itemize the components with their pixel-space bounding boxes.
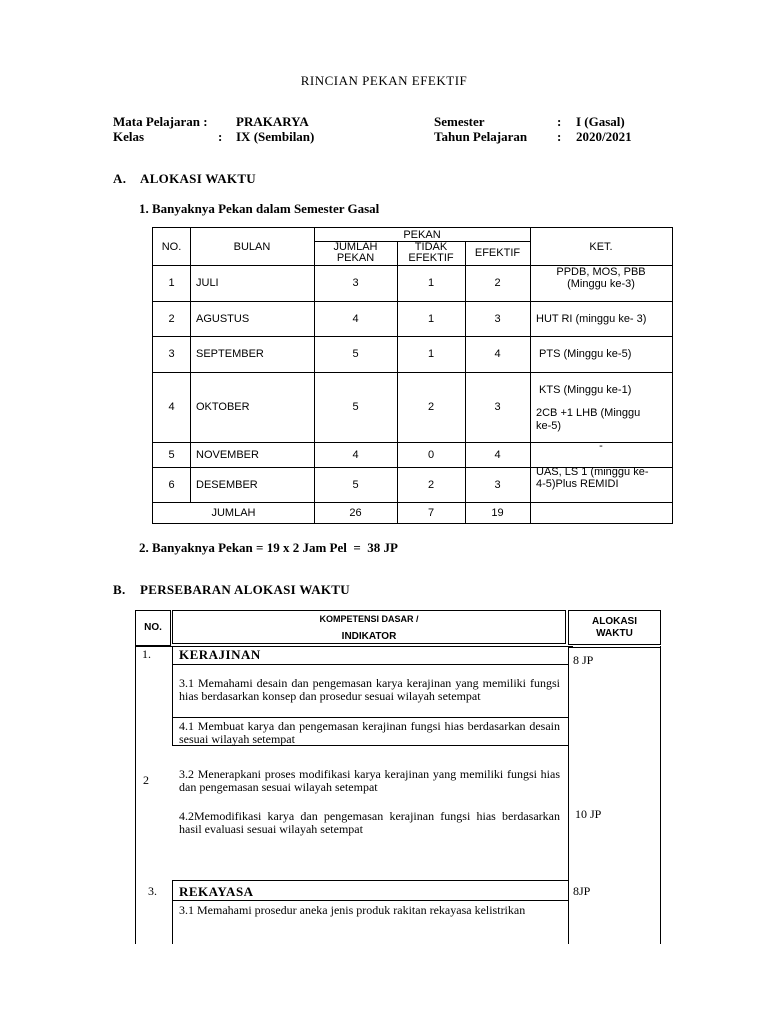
- header-ket: KET.: [589, 240, 613, 253]
- row5-no: 5: [168, 448, 175, 461]
- header-efektif: EFEKTIF: [474, 247, 521, 259]
- section-a-sub1: 1. Banyaknya Pekan dalam Semester Gasal: [139, 201, 380, 216]
- pekan-table: [152, 227, 673, 524]
- semester-colon: :: [557, 114, 562, 129]
- row2-no: 2: [168, 312, 175, 325]
- t2-header-no: NO.: [144, 622, 162, 633]
- row2-ket: HUT RI (minggu ke- 3): [536, 312, 647, 325]
- row4-jumlah: 5: [352, 401, 359, 413]
- row6-no: 6: [168, 478, 175, 491]
- row3-jumlah: 5: [352, 348, 359, 360]
- row6-bulan: DESEMBER: [196, 478, 258, 491]
- row6-ket: [536, 466, 672, 490]
- row4-ket-1: KTS (Minggu ke-1): [536, 384, 632, 396]
- section-b-letter: B.: [113, 582, 126, 597]
- row2-tidak: 1: [427, 312, 435, 325]
- t2-row1-no: 1.: [142, 647, 151, 661]
- header-tidak-efektif-2: EFEKTIF: [408, 252, 454, 264]
- t2-header-kd-2: INDIKATOR: [341, 631, 397, 642]
- t2-kerajinan: KERAJINAN: [179, 647, 261, 662]
- row5-efektif: 4: [494, 448, 501, 461]
- t2-kd42: 4.2Memodifikasi karya dan pengemasan kerajinan fungsi hias berdasarkan hasil evaluasi sesuai wilayah setempat: [179, 809, 560, 836]
- row1-ket-2: (Minggu ke-3): [567, 278, 635, 290]
- row1-ket-1: PPDB, MOS, PBB: [556, 266, 646, 278]
- row4-no: 4: [168, 401, 175, 413]
- t2-kd32: 3.2 Menerapkani proses modifikasi karya kerajinan yang memiliki fungsi hias dan pengemasan sesuai wilayah setempat: [179, 767, 560, 794]
- tahun-value: 2020/2021: [576, 129, 632, 144]
- t2-row2-no: 2: [143, 773, 149, 787]
- total-jumlah: 26: [349, 506, 362, 519]
- row5-jumlah: 4: [352, 448, 359, 461]
- row4-ket-2: 2CB +1 LHB (Minggu: [536, 406, 641, 419]
- row4-tidak: 2: [427, 401, 435, 413]
- total-tidak: 7: [427, 506, 435, 519]
- kelas-value: IX (Sembilan): [236, 129, 315, 144]
- page-title: RINCIAN PEKAN EFEKTIF: [300, 73, 468, 88]
- section-b-title: PERSEBARAN ALOKASI WAKTU: [140, 582, 350, 597]
- row3-tidak: 1: [427, 348, 435, 360]
- row4-efektif: 3: [494, 401, 501, 413]
- row3-ket: PTS (Minggu ke-5): [536, 348, 632, 360]
- section-a-title: ALOKASI WAKTU: [140, 171, 256, 186]
- row6-ket-2: 4-5)Plus REMIDI: [536, 478, 619, 490]
- row1-jumlah: 3: [352, 277, 359, 289]
- row4-ket-3: ke-5): [536, 419, 562, 432]
- section-a-letter: A.: [113, 171, 127, 186]
- row4-bulan: OKTOBER: [196, 401, 250, 413]
- row1-ket: [530, 265, 672, 291]
- t2-header-kd-1: KOMPETENSI DASAR /: [319, 614, 419, 624]
- semester-label: Semester: [434, 114, 485, 129]
- row5-ket: -: [599, 440, 603, 452]
- semester-value: I (Gasal): [576, 114, 625, 129]
- t2-header-alokasi-1: ALOKASI: [592, 616, 637, 627]
- mapel-value: PRAKARYA: [236, 114, 309, 129]
- t2-row3-no: 3.: [148, 884, 157, 898]
- total-label: JUMLAH: [211, 506, 256, 519]
- t2-jp1: 8 JP: [573, 653, 594, 667]
- kelas-colon: :: [218, 129, 223, 144]
- header-jumlah-pekan-1: JUMLAH: [333, 241, 378, 253]
- section-a-sub2: 2. Banyaknya Pekan = 19 x 2 Jam Pel = 38 JP: [139, 540, 398, 555]
- row6-jumlah: 5: [352, 478, 359, 491]
- header-tidak-efektif-1: TIDAK: [414, 241, 448, 253]
- row2-bulan: AGUSTUS: [196, 312, 250, 325]
- t2-jp2: 10 JP: [575, 807, 602, 821]
- total-efektif: 19: [491, 506, 504, 519]
- row1-tidak: 1: [427, 277, 435, 289]
- t2-rekayasa: REKAYASA: [179, 884, 254, 899]
- row1-efektif: 2: [494, 277, 501, 289]
- row6-tidak: 2: [427, 478, 435, 491]
- t2-kd31b: 3.1 Memahami prosedur aneka jenis produk rakitan rekayasa kelistrikan: [179, 903, 526, 917]
- header-bulan: BULAN: [233, 240, 271, 253]
- row6-efektif: 3: [494, 478, 501, 491]
- t2-kd41: 4.1 Membuat karya dan pengemasan kerajinan fungsi hias berdasarkan desain sesuai wilayah setempat: [179, 719, 560, 746]
- t2-jp3: 8JP: [573, 884, 591, 898]
- t2-kd31: 3.1 Memahami desain dan pengemasan karya kerajinan yang memiliki fungsi hias berdasarkan konsep dan prosedur sesuai wilayah setempat: [179, 676, 560, 703]
- row3-no: 3: [168, 348, 175, 360]
- row2-efektif: 3: [494, 312, 501, 325]
- header-jumlah-pekan: [314, 241, 397, 265]
- tahun-label: Tahun Pelajaran: [434, 129, 528, 144]
- row6-ket-1: UAS, LS 1 (minggu ke-: [536, 466, 649, 478]
- row1-no: 1: [168, 277, 175, 289]
- header-pekan: PEKAN: [403, 228, 441, 241]
- row5-bulan: NOVEMBER: [196, 448, 259, 461]
- header-no: NO.: [161, 240, 182, 253]
- mapel-label: Mata Pelajaran :: [113, 114, 208, 129]
- tahun-colon: :: [557, 129, 562, 144]
- row3-efektif: 4: [494, 348, 501, 360]
- header-jumlah-pekan-2: PEKAN: [336, 252, 375, 264]
- row2-jumlah: 4: [352, 312, 359, 325]
- row3-bulan: SEPTEMBER: [196, 348, 264, 360]
- kelas-label: Kelas: [113, 129, 145, 144]
- t2-header-alokasi-2: WAKTU: [596, 628, 633, 639]
- row5-tidak: 0: [427, 448, 435, 461]
- row1-bulan: JULI: [196, 277, 219, 289]
- header-tidak-efektif: [397, 241, 465, 265]
